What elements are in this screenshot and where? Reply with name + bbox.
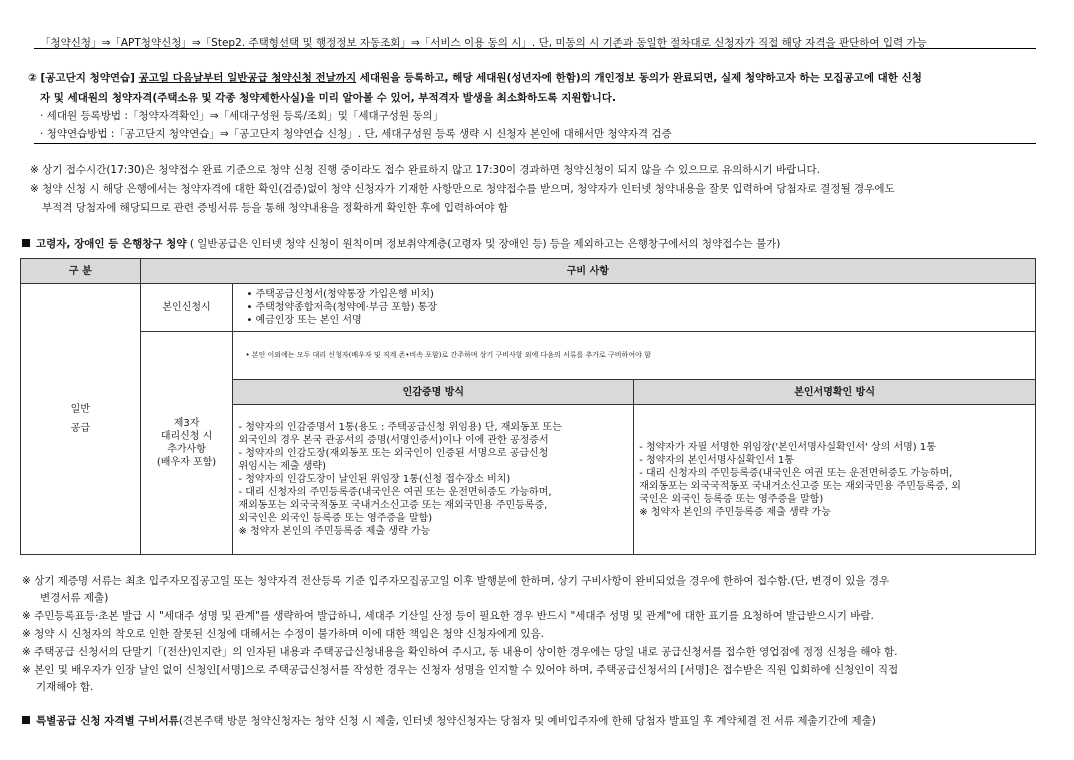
proxy-label-line: 추가사항 (167, 444, 206, 455)
sign-item: ※ 청약자 본인의 주민등록증 제출 생략 가능 (639, 506, 831, 518)
section-special-title: 특별공급 신청 자격별 구비서류 (36, 715, 179, 727)
notice-2-marker: ② (28, 72, 37, 84)
note-2-line-2: 부적격 당첨자에 해당되므로 관련 증빙서류 등을 통해 청약내용을 정확하게 확인한 후에 입력하여야 함 (42, 202, 509, 214)
proxy-label-line: 대리신청 시 (160, 431, 213, 442)
flow-line-top: 「청약신청」⇒「APT청약신청」⇒「Step2. 주택형선택 및 행정정보 자동조회」⇒「서비스 이용 동의 시」. 단, 미동의 시 기존과 동일한 절차대로 신청자가 직접 해당 자격을 판단하여 입력 가능 (40, 37, 927, 49)
seal-item: 외국인은 외국인 등록증 또는 영주증을 말함) (238, 513, 433, 524)
divider-notice (34, 143, 1036, 144)
seal-item: - 대리 신청자의 주민등록증(내국인은 여권 또는 운전면허증도 가능하며, (238, 487, 552, 498)
sign-item: 재외동포는 외국국적동포 국내거소신고증 또는 재외국민용 주민등록증, 외 (639, 480, 961, 492)
row-label-general (21, 284, 141, 555)
notice-2-sub-1: · 세대원 등록방법 :「청약자격확인」⇒「세대구성원 등록/조회」및「세대구성원 동의」 (40, 110, 444, 122)
seal-item: - 청약자의 인감도장이 날인된 위임장 1통(신청 접수장소 비치) (238, 474, 511, 485)
proxy-label-line: (배우자 포함) (156, 457, 217, 468)
section-special-header (22, 714, 876, 728)
list-item: • 주택청약종합저축(청약예·부금 포함) 통장 (246, 302, 438, 313)
requirements-table (20, 258, 1036, 555)
self-application-items (233, 284, 1036, 332)
note-3-line-1: ※ 상기 제증명 서류는 최초 입주자모집공고일 또는 청약자격 전산등록 기준 입주자모집공고일 이후 발행분에 한하며, 상기 구비사항이 완비되었을 경우에 한하여 접수함.(단, 변경이 있을 경우 (22, 575, 890, 587)
section-special-desc: (견본주택 방문 청약신청자는 청약 신청 시 제출, 인터넷 청약신청자는 당첨자 및 예비입주자에 한해 당첨자 발표일 후 계약체결 전 서류 제출기간에 제출) (178, 715, 876, 727)
section-bank-desc: ( 일반공급은 인터넷 청약 신청이 원칙이며 정보취약계층(고령자 및 장애인 등) 등을 제외하고는 은행창구에서의 청약접수는 불가) (186, 238, 781, 250)
general-label-1: 일반 (70, 404, 90, 415)
list-item: • 주택공급신청서(청약통장 가입은행 비치) (246, 289, 434, 300)
proxy-label-line: 제3자 (173, 418, 200, 429)
self-application-label: 본인신청시 (140, 284, 233, 332)
notice-2-label: [공고단지 청약연습] (40, 72, 135, 84)
notice-2-line-1 (28, 71, 922, 85)
note-3-line-2: 변경서류 제출) (40, 592, 109, 604)
header-documents: 구비 사항 (140, 259, 1035, 284)
sign-item: - 대리 신청자의 주민등록증(내국인은 여권 또는 운전면허증도 가능하며, (639, 467, 953, 479)
seal-item: - 청약자의 인감도장(재외동포 또는 외국인이 인증된 서명으로 공급신청 (238, 448, 549, 459)
list-item: • 예금인장 또는 본인 서명 (246, 315, 362, 326)
square-bullet-icon (22, 716, 30, 724)
note-4: ※ 주민등록표등·초본 발급 시 "세대주 성명 및 관계"를 생략하여 발급하니, 세대주 기산일 산정 등이 필요한 경우 반드시 "세대주 성명 및 관계"에 대한 표기를 요청하여 발급받으시기 바람. (22, 610, 874, 622)
proxy-intro: • 본인 이외에는 모두 대리 신청자(배우자 및 직계 존•비속 포함)로 간주하며 상기 구비사항 외에 다음의 서류를 추가로 구비하여야 함 (233, 332, 1036, 380)
note-5: ※ 청약 시 신청자의 착오로 인한 잘못된 신청에 대해서는 수정이 불가하며 이에 대한 책임은 청약 신청자에게 있음. (22, 628, 544, 640)
divider-top (34, 48, 1036, 49)
notice-2-underlined: 공고일 다음날부터 일반공급 청약신청 전날까지 (138, 72, 357, 84)
notice-2-rest: 세대원을 등록하고, 해당 세대원(성년자에 한함)의 개인정보 동의가 완료되면, 실제 청약하고자 하는 모집공고에 대한 신청 (359, 72, 922, 84)
note-7-line-2: 기재해야 함. (36, 681, 94, 693)
signature-method-items (634, 405, 1036, 555)
square-bullet-icon (22, 239, 30, 247)
header-category: 구 분 (21, 259, 141, 284)
proxy-application-label (140, 332, 233, 555)
note-7-line-1: ※ 본인 및 배우자가 인장 날인 없이 신청인[서명]으로 주택공급신청서를 작성한 경우는 신청자 성명을 인지할 수 있어야 하며, 주택공급신청서의 [서명]은 접수받은 직원 입회하에 신청인이 직접 (22, 664, 899, 676)
seal-item: 위임시는 제출 생략) (238, 461, 326, 472)
section-bank-header (22, 237, 780, 251)
seal-item: 재외동포는 외국국적동포 국내거소신고증 또는 재외국민용 주민등록증, (238, 500, 548, 511)
seal-item: 외국인의 경우 본국 관공서의 증명(서명인증서)이나 이에 관한 공정증서 (238, 435, 549, 446)
seal-item: - 청약자의 인감증명서 1통(용도 : 주택공급신청 위임용) 단, 재외동포 또는 (238, 422, 562, 433)
notice-2-sub-2: · 청약연습방법 :「공고단지 청약연습」⇒「공고단지 청약연습 신청」. 단, 세대구성원 등록 생략 시 신청자 본인에 대해서만 청약자격 검증 (40, 128, 672, 140)
sign-item: - 청약자가 자필 서명한 위임장('본인서명사실확인서' 상의 서명) 1통 (639, 441, 936, 453)
seal-item: ※ 청약자 본인의 주민등록증 제출 생략 가능 (238, 526, 431, 537)
notice-2-line-2: 자 및 세대원의 청약자격(주택소유 및 각종 청약제한사실)을 미리 알아볼 수 있어, 부적격자 발생을 최소화하도록 지원합니다. (40, 92, 616, 104)
seal-method-header: 인감증명 방식 (233, 380, 634, 405)
section-bank-title: 고령자, 장애인 등 은행창구 청약 (36, 238, 187, 250)
signature-method-header: 본인서명확인 방식 (634, 380, 1036, 405)
sign-item: 국인은 외국인 등록증 또는 영주증을 말함) (639, 493, 824, 505)
seal-method-items (233, 405, 634, 555)
note-6: ※ 주택공급 신청서의 단말기「(전산)인지란」의 인자된 내용과 주택공급신청내용을 확인하여 주시고, 동 내용이 상이한 경우에는 당일 내로 공급신청서를 접수한 영업점에 정정 신청을 해야 함. (22, 646, 898, 658)
sign-item: - 청약자의 본인서명사실확인서 1통 (639, 454, 794, 466)
note-1: ※ 상기 접수시간(17:30)은 청약접수 완료 기준으로 청약 신청 진행 중이라도 접수 완료하지 않고 17:30이 경과하면 청약신청이 되지 않을 수 있으므로 유의하시기 바랍니다. (30, 164, 820, 176)
note-2-line-1: ※ 청약 신청 시 해당 은행에서는 청약자격에 대한 확인(검증)없이 청약 신청자가 기재한 사항만으로 청약접수를 받으며, 청약자가 인터넷 청약내용을 잘못 입력하여 당첨자로 결정될 경우에도 (30, 183, 895, 195)
general-label-2: 공급 (70, 423, 90, 434)
